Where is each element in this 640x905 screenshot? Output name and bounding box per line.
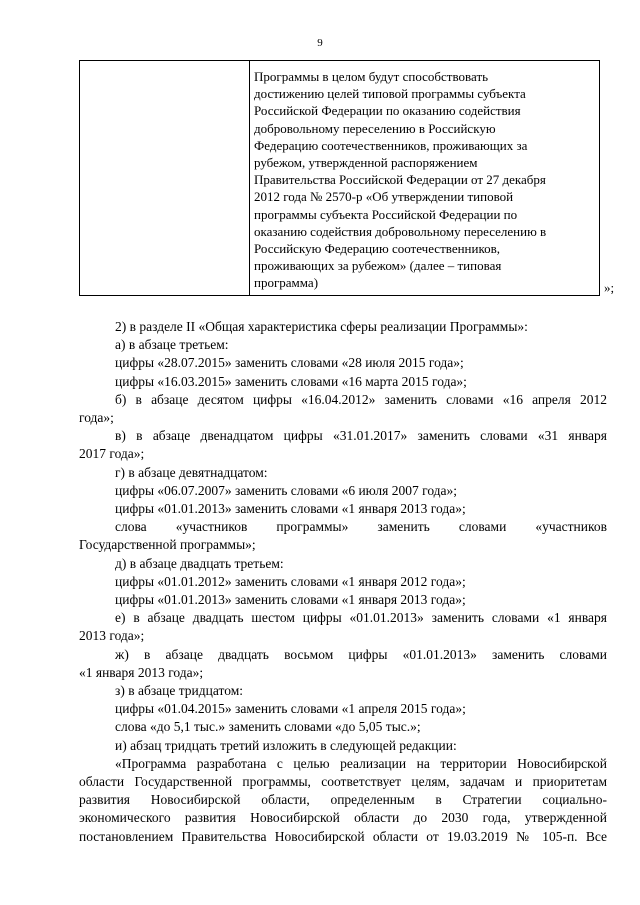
page-number: 9	[317, 37, 323, 49]
table-text-line: проживающих за рубежом» (далее – типовая	[254, 258, 502, 274]
text-line: цифры «28.07.2015» заменить словами «28 июля 2015 года»;	[115, 355, 464, 371]
text-line: постановлением Правительства Новосибирской области от 19.03.2019 № 105-п. Все	[79, 828, 607, 844]
text-line: цифры «01.04.2015» заменить словами «1 апреля 2015 года»;	[115, 701, 466, 717]
table-text-line: 2012 года № 2570-р «Об утверждении типовой	[254, 189, 514, 205]
table-text-line: программы субъекта Российской Федерации по	[254, 206, 518, 222]
table-text-line: Российской Федерации по оказанию содействия	[254, 103, 521, 119]
table-text-line: программа)	[254, 275, 319, 291]
table-cell-right	[250, 61, 599, 295]
text-line: цифры «06.07.2007» заменить словами «6 июля 2007 года»;	[115, 482, 458, 498]
text-line: цифры «01.01.2013» заменить словами «1 января 2013 года»;	[115, 592, 466, 608]
text-line: з) в абзаце тридцатом:	[115, 683, 244, 699]
table-cell-left	[80, 61, 250, 295]
text-line: 2017 года»;	[79, 446, 145, 462]
table-text-line: добровольному переселению в Российскую	[254, 120, 496, 136]
text-line: слова «до 5,1 тыс.» заменить словами «до 5,05 тыс.»;	[115, 719, 421, 735]
text-line: 2013 года»;	[79, 628, 145, 644]
text-line: г) в абзаце девятнадцатом:	[115, 464, 268, 480]
table-close-mark: »;	[604, 280, 615, 295]
text-line: а) в абзаце третьем:	[115, 337, 229, 353]
text-line: д) в абзаце двадцать третьем:	[115, 555, 284, 571]
text-line: экономического развития Новосибирской области до 2030 года, утвержденной	[79, 810, 607, 826]
text-line: цифры «16.03.2015» заменить словами «16 марта 2015 года»;	[115, 373, 467, 389]
text-line: е) в абзаце двадцать шестом цифры «01.01.2013» заменить словами «1 января	[115, 610, 607, 626]
text-line: в) в абзаце двенадцатом цифры «31.01.2017» заменить словами «31 января	[115, 428, 607, 444]
table-text-line: Федерацию соотечественников, проживающих за	[254, 137, 528, 153]
table	[79, 60, 600, 296]
text-line: и) абзац тридцать третий изложить в следующей редакции:	[115, 737, 457, 753]
text-line: развития Новосибирской области, определенным в Стратегии социально-	[79, 792, 607, 808]
text-line: цифры «01.01.2012» заменить словами «1 января 2012 года»;	[115, 573, 466, 589]
text-line: области Государственной программы, соответствует целям, задачам и приоритетам	[79, 774, 607, 790]
text-line: ж) в абзаце двадцать восьмом цифры «01.01.2013» заменить словами	[115, 646, 607, 662]
text-line: Государственной программы»;	[79, 537, 256, 553]
table-text-line: Программы в целом будут способствовать	[254, 69, 489, 84]
text-line: слова «участников программы» заменить словами «участников	[115, 519, 607, 535]
table-text-line: Правительства Российской Федерации от 27 декабря	[254, 172, 546, 188]
text-line: «Программа разработана с целью реализации на территории Новосибирской	[115, 755, 607, 771]
text-line: 2) в разделе II «Общая характеристика сферы реализации Программы»:	[115, 319, 528, 334]
table-text-line: Российскую Федерацию соотечественников,	[254, 241, 501, 257]
text-line: года»;	[79, 410, 114, 426]
text-line: «1 января 2013 года»;	[79, 664, 204, 680]
text-line: цифры «01.01.2013» заменить словами «1 января 2013 года»;	[115, 501, 466, 517]
table-text-line: оказанию содействия добровольному переселению в	[254, 223, 547, 239]
table-text-line: рубежом, утвержденной распоряжением	[254, 155, 478, 171]
table-text-line: достижению целей типовой программы субъекта	[254, 86, 526, 102]
document-body	[79, 318, 607, 846]
text-line: б) в абзаце десятом цифры «16.04.2012» заменить словами «16 апреля 2012	[115, 391, 607, 407]
